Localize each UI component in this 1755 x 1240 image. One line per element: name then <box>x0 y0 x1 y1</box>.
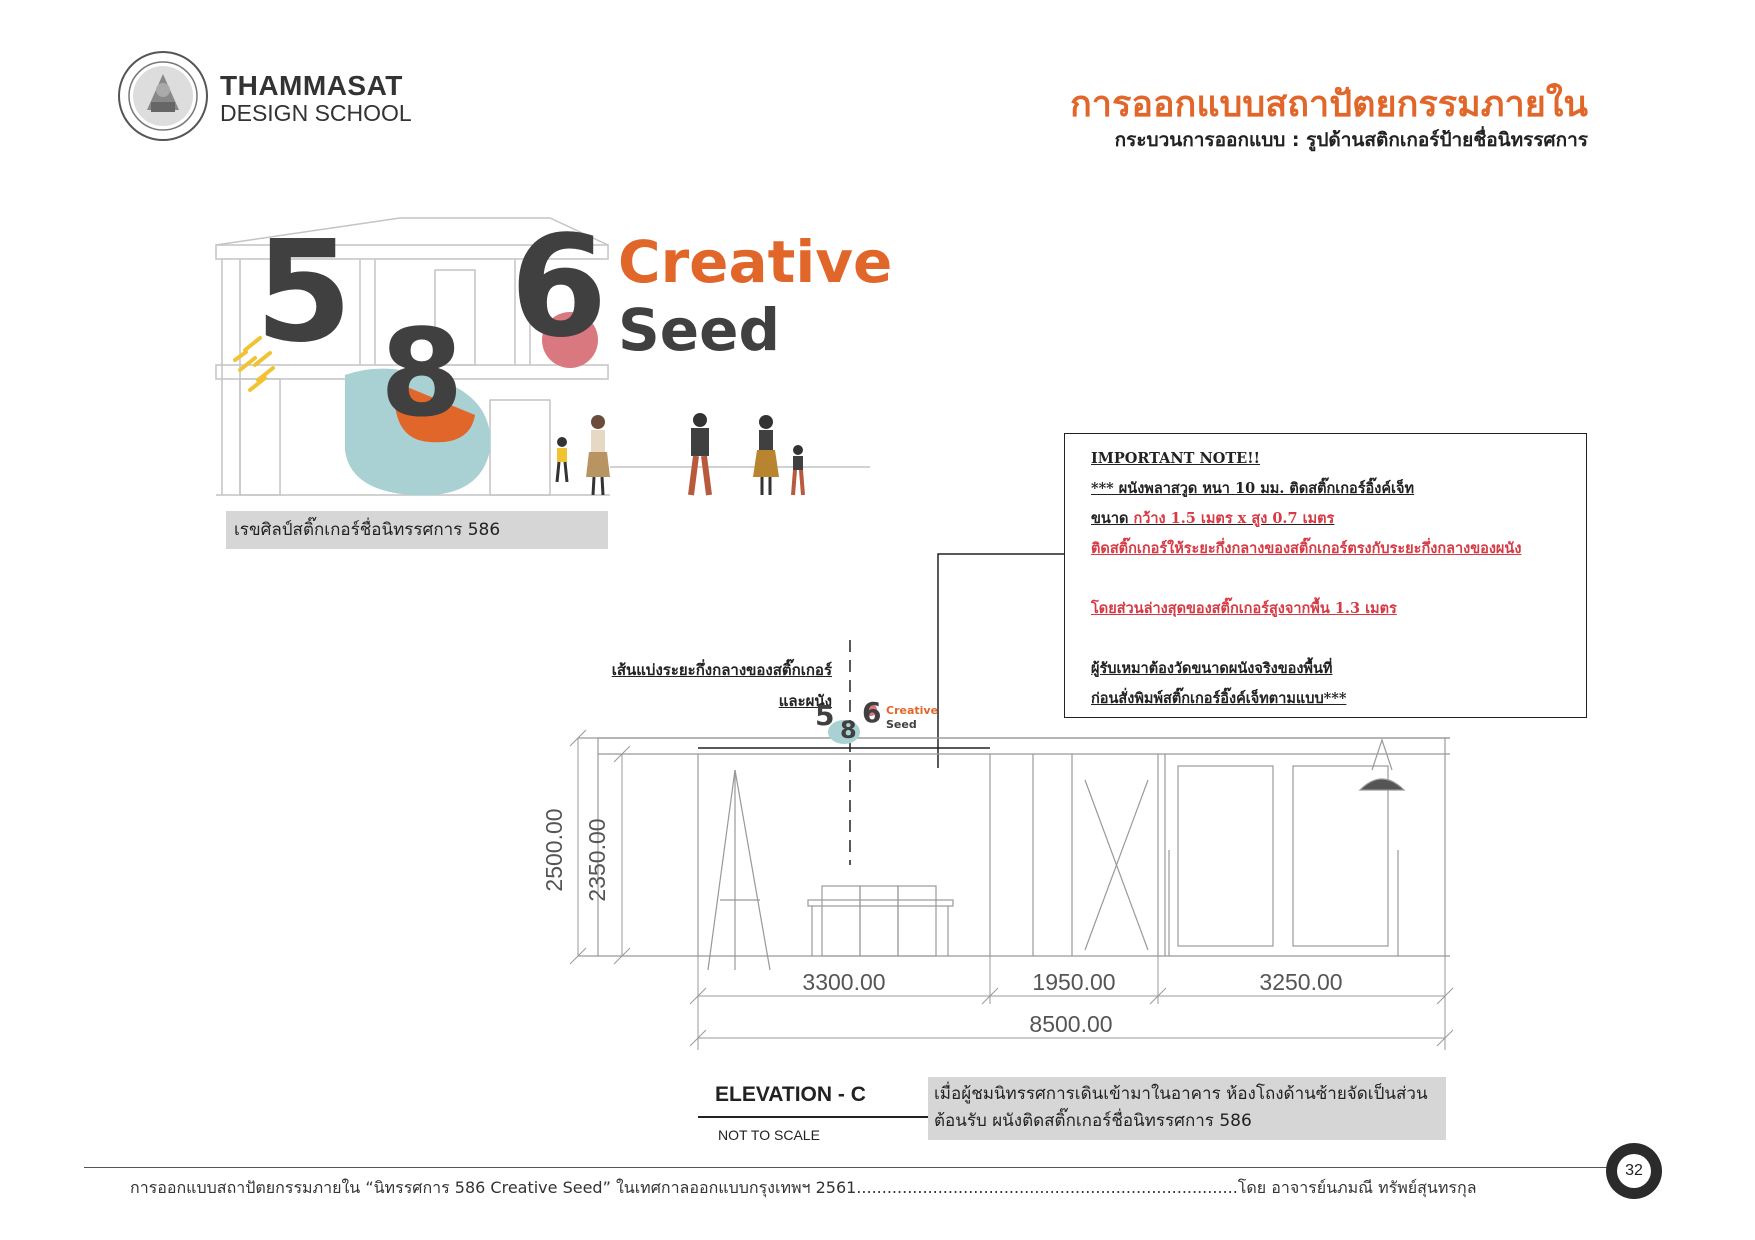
elevation-scale-note: NOT TO SCALE <box>718 1127 820 1143</box>
mini-word-seed: Seed <box>886 718 917 731</box>
note-line-2 <box>1091 504 1576 534</box>
leader-line <box>698 554 1064 768</box>
digit-6: 6 <box>510 206 608 369</box>
mini-digit-5: 5 <box>815 699 835 732</box>
dim-width-total: 8500.00 <box>1029 1011 1113 1037</box>
mini-digit-8: 8 <box>840 716 857 744</box>
note-line-1: *** ผนังพลาสวูด หนา 10 มม. ติดสติ๊กเกอร์อิ๊งค์เจ็ท <box>1091 480 1415 497</box>
note-line-5: ผู้รับเหมาต้องวัดขนาดผนังจริงของพื้นที่ <box>1091 660 1333 677</box>
footer-divider <box>84 1167 1614 1168</box>
page-title: การออกแบบสถาปัตยกรรมภายใน <box>1069 84 1588 125</box>
page-subtitle: กระบวนการออกแบบ : รูปด้านสติกเกอร์ป้ายชื่อนิทรรศการ <box>1114 129 1588 151</box>
elevation-title-underline <box>698 1116 928 1118</box>
digit-8: 8 <box>380 305 464 444</box>
dim-width-1: 3300.00 <box>802 969 886 995</box>
elevation-title: ELEVATION - C <box>715 1083 866 1106</box>
dim-width-3: 3250.00 <box>1259 969 1343 995</box>
mini-sticker <box>815 696 938 744</box>
artwork-caption: เรขศิลป์สติ๊กเกอร์ชื่อนิทรรศการ 586 <box>226 511 608 549</box>
word-seed: Seed <box>618 296 780 364</box>
mini-digit-6: 6 <box>862 696 882 729</box>
dim-height-wall: 2350.00 <box>584 818 610 902</box>
note-size-label: ขนาด <box>1091 510 1134 527</box>
mini-word-creative: Creative <box>886 704 939 717</box>
footer-credit: การออกแบบสถาปัตยกรรมภายใน “นิทรรศการ 586 Creative Seed” ในเทศกาลออกแบบกรุงเทพฯ 2561...........................................................................โดย อาจารย์นภมณี ทรัพย์สุนทรกุล <box>130 1178 1477 1197</box>
note-size-value: กว้าง 1.5 เมตร x สูง 0.7 เมตร <box>1133 510 1335 527</box>
sticker-artwork <box>210 206 893 500</box>
brand-name: THAMMASAT <box>220 70 403 101</box>
elevation-caption: เมื่อผู้ชมนิทรรศการเดินเข้ามาในอาคาร ห้องโถงด้านซ้ายจัดเป็นส่วนต้อนรับ ผนังติดสติ๊กเกอร์ชื่อนิทรรศการ 586 <box>928 1077 1446 1140</box>
page-number: 32 <box>1617 1154 1651 1188</box>
people-illustration <box>557 413 803 495</box>
digit-5: 5 <box>255 211 353 374</box>
note-line-3: ติดสติ๊กเกอร์ให้ระยะกึ่งกลางของสติ๊กเกอร์ตรงกับระยะกึ่งกลางของผนัง <box>1091 540 1522 557</box>
university-seal-logo <box>117 50 209 142</box>
note-line-6: ก่อนสั่งพิมพ์สติ๊กเกอร์อิ๊งค์เจ็ทตามแบบ*** <box>1091 690 1347 707</box>
center-divider-label-line2: และผนัง <box>778 692 832 710</box>
center-divider-label-line1: เส้นแบ่งระยะกึ่งกลางของสติ๊กเกอร์ <box>611 661 832 679</box>
dim-height-total: 2500.00 <box>541 808 567 892</box>
dim-width-2: 1950.00 <box>1032 969 1116 995</box>
wall-frame <box>578 738 1450 970</box>
word-creative: Creative <box>618 228 893 296</box>
note-line-4: โดยส่วนล่างสุดของสติ๊กเกอร์สูงจากพื้น 1.3 เมตร <box>1091 600 1397 617</box>
note-heading: IMPORTANT NOTE!! <box>1091 450 1260 467</box>
brand-subname: DESIGN SCHOOL <box>220 100 412 126</box>
elevation-c-drawing <box>541 650 1460 1070</box>
